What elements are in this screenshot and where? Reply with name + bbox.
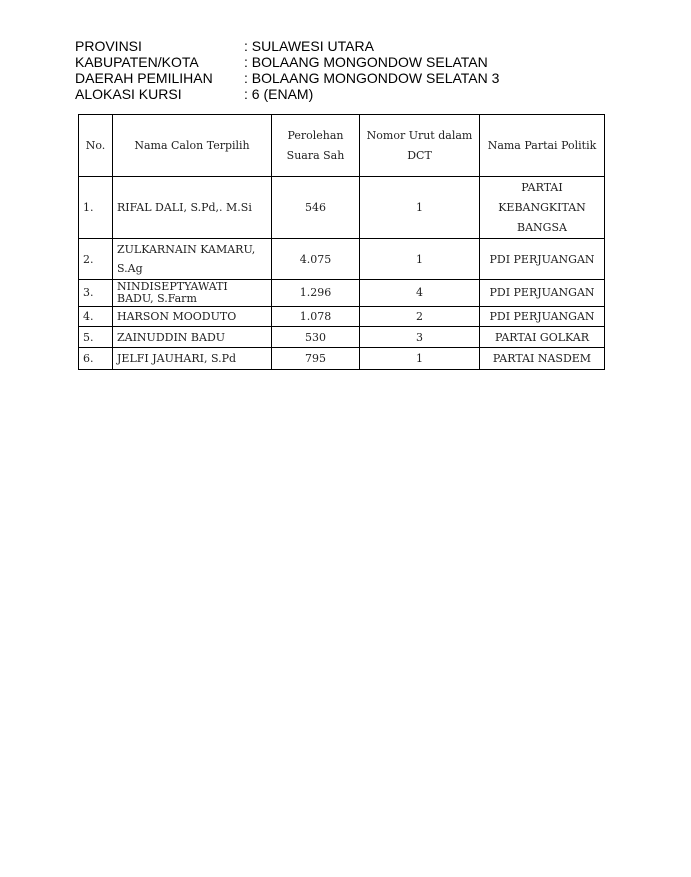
cell-votes: 4.075 [272,239,360,280]
cell-name: JELFI JAUHARI, S.Pd [113,348,272,370]
cell-name: RIFAL DALI, S.Pd,. M.Si [113,177,272,239]
table-row [79,348,605,370]
cell-dct: 2 [360,307,480,327]
cell-dct: 1 [360,177,480,239]
cell-party: PARTAI GOLKAR [480,327,605,348]
col-header-dct: Nomor Urut dalam DCT [360,115,480,177]
header-row-dapil [75,70,499,86]
col-header-name: Nama Calon Terpilih [113,115,272,177]
cell-votes: 1.296 [272,280,360,307]
cell-votes: 795 [272,348,360,370]
header-value: : 6 (ENAM) [244,86,314,102]
table-row [79,177,605,239]
cell-dct: 1 [360,239,480,280]
header-value: : BOLAANG MONGONDOW SELATAN [244,54,488,70]
col-header-no: No. [79,115,113,177]
cell-no: 5. [79,327,113,348]
header-label: KABUPATEN/KOTA [75,54,199,70]
cell-party: PARTAI NASDEM [480,348,605,370]
table-row [79,307,605,327]
cell-dct: 4 [360,280,480,307]
header-label: DAERAH PEMILIHAN [75,70,213,86]
cell-no: 1. [79,177,113,239]
elected-candidates-table [78,114,605,370]
cell-name: ZULKARNAIN KAMARU, S.Ag [113,239,272,280]
col-header-votes: Perolehan Suara Sah [272,115,360,177]
cell-name: ZAINUDDIN BADU [113,327,272,348]
table-row [79,280,605,307]
cell-party: PDI PERJUANGAN [480,307,605,327]
cell-party: PARTAI KEBANGKITAN BANGSA [480,177,605,239]
table-header-row [79,115,605,177]
table-row [79,327,605,348]
cell-no: 4. [79,307,113,327]
header-value: : SULAWESI UTARA [244,38,374,54]
col-header-party: Nama Partai Politik [480,115,605,177]
table-row [79,239,605,280]
cell-votes: 1.078 [272,307,360,327]
cell-no: 6. [79,348,113,370]
cell-votes: 530 [272,327,360,348]
cell-party: PDI PERJUANGAN [480,239,605,280]
header-row-alokasi [75,86,499,102]
document-header [75,38,499,102]
header-row-provinsi [75,38,499,54]
header-row-kabupaten [75,54,499,70]
header-value: : BOLAANG MONGONDOW SELATAN 3 [244,70,500,86]
cell-name: HARSON MOODUTO [113,307,272,327]
cell-party: PDI PERJUANGAN [480,280,605,307]
cell-dct: 1 [360,348,480,370]
header-label: PROVINSI [75,38,142,54]
cell-dct: 3 [360,327,480,348]
header-label: ALOKASI KURSI [75,86,182,102]
cell-no: 3. [79,280,113,307]
cell-no: 2. [79,239,113,280]
cell-votes: 546 [272,177,360,239]
cell-name: NINDISEPTYAWATI BADU, S.Farm [113,280,272,307]
